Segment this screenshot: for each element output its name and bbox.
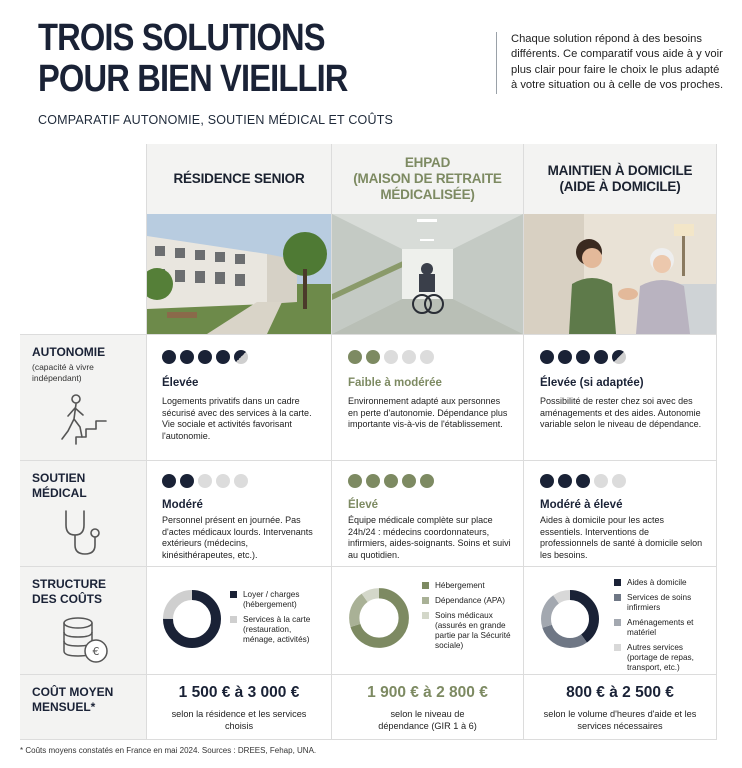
row-subtitle: (capacité à vivre indépendant) — [32, 362, 94, 383]
legend-swatch — [230, 616, 237, 623]
cost-legend — [614, 578, 714, 678]
rating-dot — [162, 350, 176, 364]
rating-dot — [180, 350, 194, 364]
cost-donut-ehpad — [346, 585, 412, 651]
intro-text: Chaque solution répond à des besoins différents. Ce comparatif vous aide à y voir plus clair pour faire le choix le plus adapté à votre situation ou à celle de vos proches. — [496, 32, 726, 94]
divider — [146, 144, 147, 740]
cost-amount: 800 € à 2 500 € — [566, 684, 674, 701]
cost-domicile — [524, 684, 716, 732]
row-title: DES COÛTS — [32, 592, 103, 606]
rating-dot — [384, 474, 398, 488]
rating-dot — [216, 350, 230, 364]
autonomy-description: Environnement adapté aux personnes en perte d'autonomie. Dépendance plus importante vis-à-vis de l'établissement. — [348, 396, 508, 430]
row-label-soutien — [20, 461, 146, 566]
cost-note: selon la résidence et les services choisis — [171, 709, 307, 731]
title-line-2: POUR BIEN VIEILLIR — [38, 58, 348, 100]
rating-dots — [162, 474, 248, 488]
rating-dot — [558, 474, 572, 488]
rating-dot — [384, 350, 398, 364]
column-subtitle: (MAISON DE RETRAITE — [353, 171, 502, 186]
legend-item — [230, 615, 324, 645]
divider — [716, 144, 717, 740]
rating-dot — [612, 350, 626, 364]
rating-dot — [402, 350, 416, 364]
divider — [523, 144, 524, 740]
cost-donut-residence — [160, 587, 224, 651]
stethoscope-icon — [60, 507, 108, 559]
rating-dots — [348, 350, 434, 364]
legend-label: Aménagements et matériel — [627, 618, 694, 637]
cost-legend — [422, 581, 518, 656]
medical-level: Modéré à élevé — [540, 499, 623, 511]
row-title: STRUCTURE — [32, 577, 106, 591]
column-title: EHPAD — [404, 155, 451, 170]
row-label-cout — [20, 675, 146, 739]
row-label-structure — [20, 567, 146, 674]
legend-item — [614, 593, 714, 613]
column-subtitle: MÉDICALISÉE) — [380, 187, 475, 202]
cost-residence — [147, 684, 331, 732]
rating-dot — [540, 474, 554, 488]
column-subtitle: (AIDE À DOMICILE) — [559, 179, 681, 194]
row-title: MENSUEL* — [32, 700, 96, 714]
rating-dot — [402, 474, 416, 488]
divider — [331, 144, 332, 740]
page-title — [38, 18, 348, 100]
coins-euro-icon — [60, 615, 112, 665]
rating-dot — [558, 350, 572, 364]
legend-item — [422, 581, 518, 591]
legend-label: Loyer / charges (hébergement) — [243, 590, 300, 609]
rating-dot — [576, 350, 590, 364]
home-care-photo — [524, 214, 716, 334]
rating-dots — [162, 350, 248, 364]
rating-dot — [540, 350, 554, 364]
column-title: RÉSIDENCE SENIOR — [173, 171, 305, 186]
legend-item — [614, 578, 714, 588]
rating-dot — [594, 350, 608, 364]
legend-swatch — [422, 597, 429, 604]
rating-dots — [540, 350, 626, 364]
medical-description: Personnel présent en journée. Pas d'actes médicaux lourds. Intervenants extérieurs (médecins, kinésithérapeutes, etc.). — [162, 515, 313, 560]
legend-label: Hébergement — [435, 581, 485, 590]
title-line-1: TROIS SOLUTIONS — [38, 17, 325, 59]
cost-ehpad — [332, 684, 523, 732]
medical-level: Élevé — [348, 499, 379, 511]
legend-swatch — [614, 594, 621, 601]
svg-text:€: € — [92, 645, 100, 658]
rating-dot — [576, 474, 590, 488]
legend-swatch — [422, 582, 429, 589]
stairs-person-icon — [56, 389, 112, 449]
cost-note: selon le niveau de dépendance (GIR 1 à 6) — [378, 709, 477, 731]
legend-label: Autres services (portage de repas, transport, etc.) — [627, 643, 694, 672]
medical-level: Modéré — [162, 499, 203, 511]
row-title: COÛT MOYEN — [32, 685, 114, 699]
header-residence-senior — [147, 144, 331, 214]
ehpad-photo — [332, 214, 523, 334]
rating-dot — [234, 350, 248, 364]
autonomy-level: Élevée — [162, 377, 199, 389]
legend-item — [422, 611, 518, 651]
legend-swatch — [614, 579, 621, 586]
rating-dots — [540, 474, 626, 488]
header-ehpad — [332, 144, 523, 214]
rating-dot — [180, 474, 194, 488]
header-maintien-domicile — [524, 144, 716, 214]
autonomy-level: Faible à modérée — [348, 377, 442, 389]
rating-dot — [420, 350, 434, 364]
footnote: * Coûts moyens constatés en France en mai 2024. Sources : DREES, Fehap, UNA. — [20, 746, 317, 755]
row-title: MÉDICAL — [32, 486, 87, 500]
legend-item — [614, 643, 714, 673]
rating-dot — [612, 474, 626, 488]
rating-dot — [348, 350, 362, 364]
legend-label: Dépendance (APA) — [435, 596, 505, 605]
legend-label: Services de soins infirmiers — [627, 593, 692, 612]
autonomy-description: Possibilité de rester chez soi avec des aménagements et des aides. Autonomie variable selon le niveau de dépendance. — [540, 396, 702, 430]
row-label-autonomie — [20, 335, 146, 460]
rating-dots — [348, 474, 434, 488]
row-title: SOUTIEN — [32, 471, 86, 485]
rating-dot — [348, 474, 362, 488]
legend-item — [230, 590, 324, 610]
rating-dot — [162, 474, 176, 488]
column-title: MAINTIEN À DOMICILE — [547, 163, 693, 178]
rating-dot — [366, 474, 380, 488]
legend-swatch — [614, 619, 621, 626]
legend-item — [422, 596, 518, 606]
legend-swatch — [614, 644, 621, 651]
legend-label: Services à la carte (restauration, ménage, activités) — [243, 615, 311, 644]
autonomy-level: Élevée (si adaptée) — [540, 377, 644, 389]
residence-photo — [147, 214, 331, 334]
legend-swatch — [230, 591, 237, 598]
rating-dot — [234, 474, 248, 488]
legend-swatch — [422, 612, 429, 619]
cost-note: selon le volume d'heures d'aide et les services nécessaires — [543, 709, 697, 731]
legend-label: Aides à domicile — [627, 578, 687, 587]
rating-dot — [420, 474, 434, 488]
rating-dot — [198, 350, 212, 364]
cost-amount: 1 900 € à 2 800 € — [367, 684, 488, 701]
cost-legend — [230, 590, 324, 650]
cost-amount: 1 500 € à 3 000 € — [178, 684, 300, 701]
rating-dot — [366, 350, 380, 364]
legend-item — [614, 618, 714, 638]
medical-description: Équipe médicale complète sur place 24h/24 : médecins coordonnateurs, infirmiers, aides-soignants. Soins et suivi au quotidien. — [348, 515, 511, 560]
medical-description: Aides à domicile pour les actes essentiels. Interventions de professionnels de santé à domicile selon les besoins. — [540, 515, 703, 560]
page-subtitle: COMPARATIF AUTONOMIE, SOUTIEN MÉDICAL ET COÛTS — [38, 113, 394, 127]
divider — [20, 739, 717, 740]
rating-dot — [594, 474, 608, 488]
legend-label: Soins médicaux (assurés en grande partie par la Sécurité sociale) — [435, 611, 511, 650]
cost-donut-domicile — [538, 587, 602, 651]
row-title: AUTONOMIE — [32, 345, 106, 359]
autonomy-description: Logements privatifs dans un cadre sécurisé avec des services à la carte. Vie sociale et activités favorisant l'autonomie. — [162, 396, 312, 441]
comparison-table — [20, 144, 720, 740]
rating-dot — [216, 474, 230, 488]
rating-dot — [198, 474, 212, 488]
